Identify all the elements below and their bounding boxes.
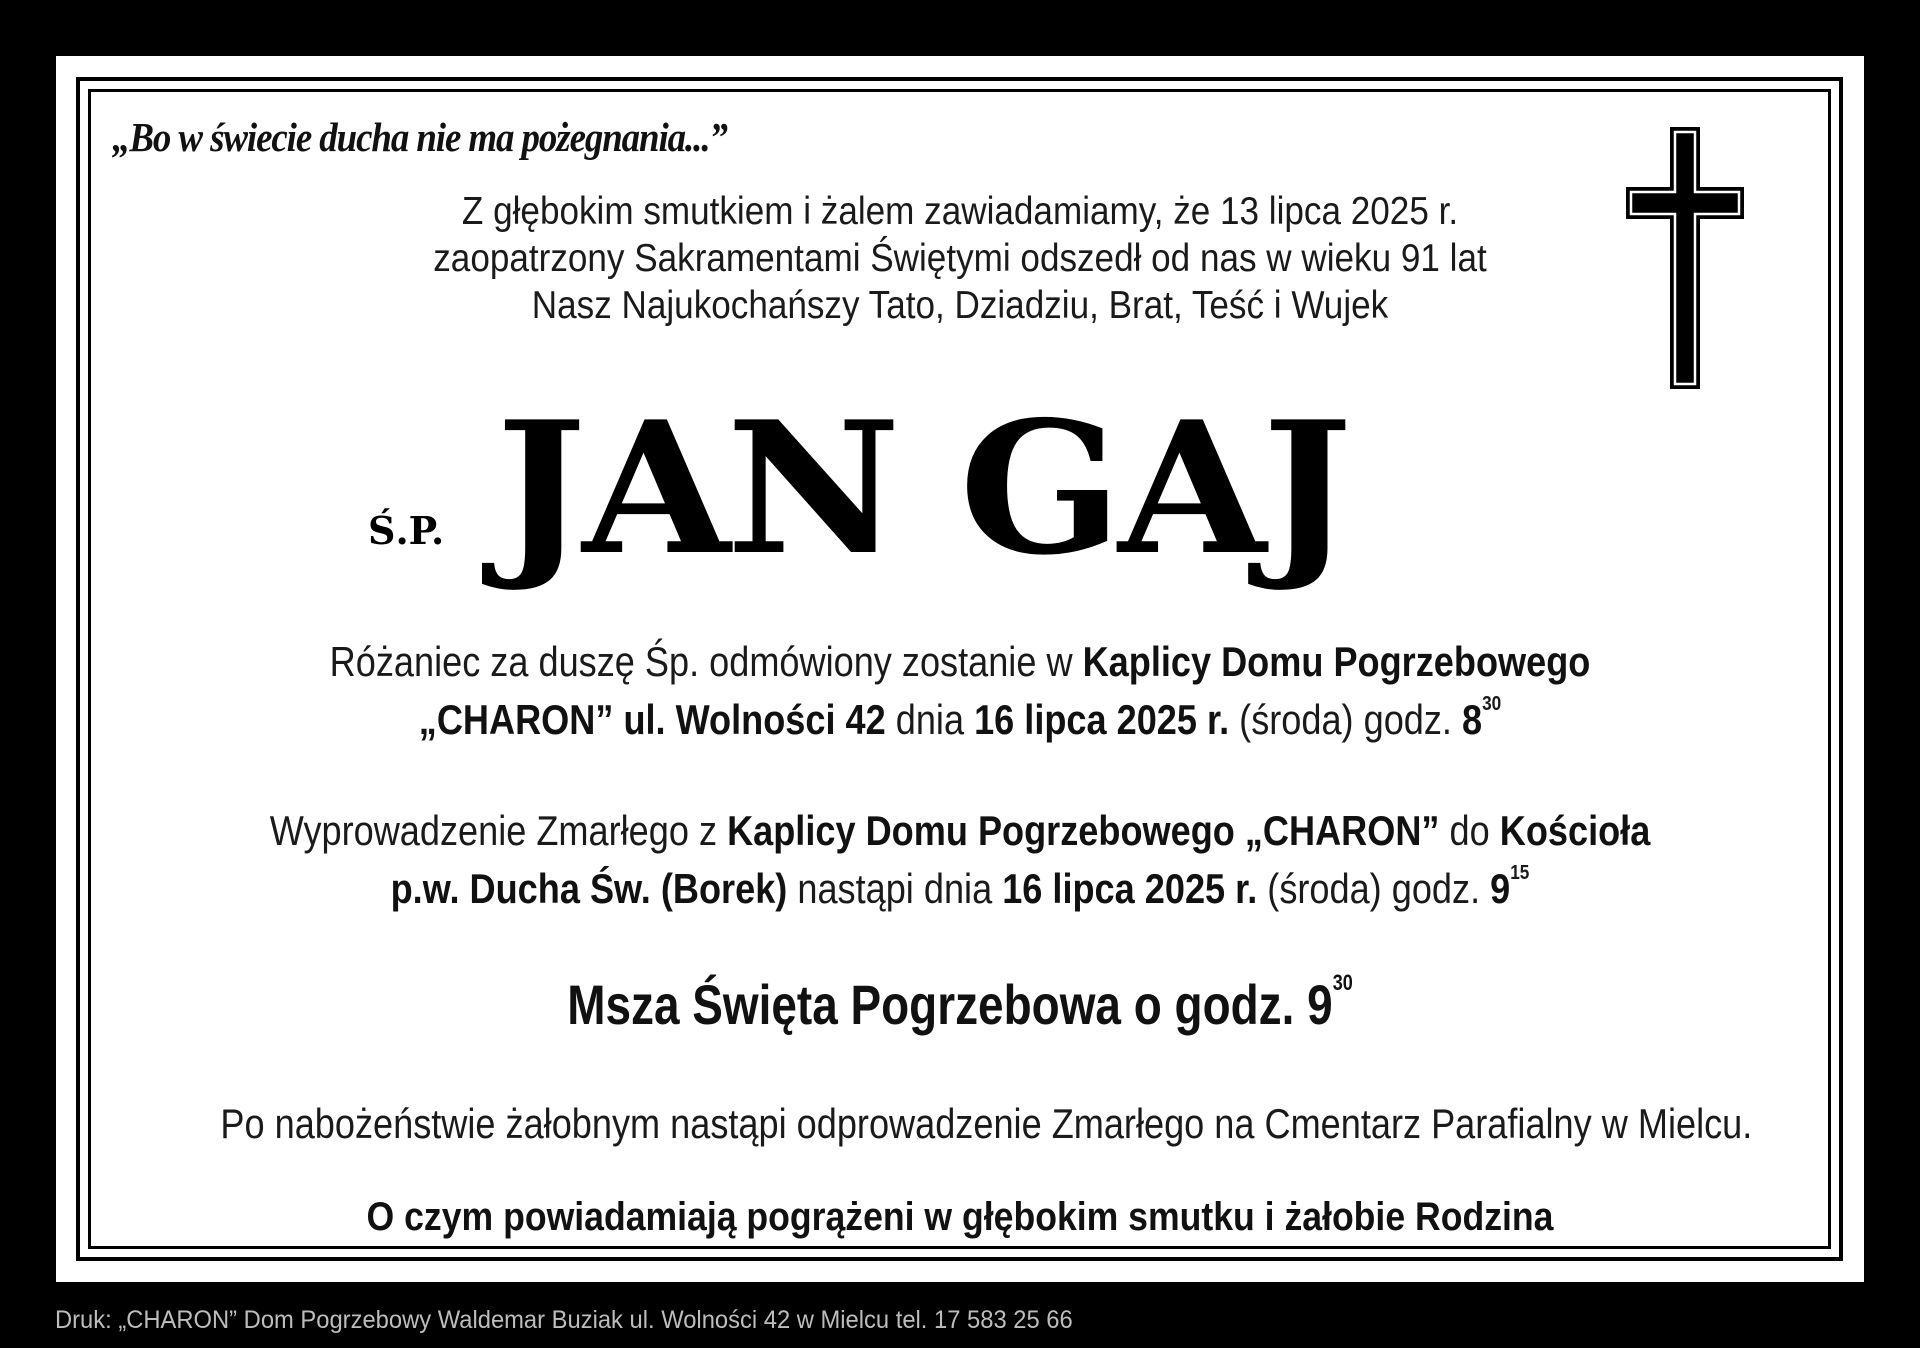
procession-church: Kościoła [1499, 807, 1651, 854]
deceased-name-block [360, 381, 1460, 595]
announcement-line-2: zaopatrzony Sakramentami Świętymi odszedł od nas w wieku 91 lat [433, 237, 1487, 280]
rosary-date: 16 lipca 2025 r. [974, 696, 1230, 743]
procession-date: 16 lipca 2025 r. [1002, 865, 1258, 912]
announcement-line-1: Z głębokim smutkiem i żalem zawiadamiamy, że 13 lipca 2025 r. [461, 190, 1459, 233]
rosary-hour: 8 [1462, 696, 1483, 743]
family-text: O czym powiadamiają pogrążeni w głębokim smutku i żałobie Rodzina [366, 1195, 1554, 1239]
procession-hour: 9 [1490, 865, 1511, 912]
rosary-text: Różaniec za duszę Śp. odmówiony zostanie w [329, 638, 1083, 685]
rosary-address: „CHARON” ul. Wolności 42 [418, 696, 886, 743]
motto: „Bo w świecie ducha nie ma pożegnania...” [112, 114, 727, 160]
procession-minutes: 15 [1510, 862, 1530, 884]
printer-footer: Druk: „CHARON” Dom Pogrzebowy Waldemar Buziak ul. Wolności 42 w Mielcu tel. 17 583 25 66 [55, 1306, 1073, 1334]
procession-day: (środa) godz. [1257, 865, 1491, 912]
procession-parish: p.w. Ducha Św. (Borek) [390, 865, 788, 912]
name-prefix: Ś.P. [368, 508, 445, 553]
mass-text: Msza Święta Pogrzebowa o godz. [567, 973, 1308, 1036]
announcement-line-3: Nasz Najukochańszy Tato, Dziadziu, Brat, Teść i Wujek [531, 284, 1389, 327]
rosary-minutes: 30 [1482, 693, 1502, 715]
mass-minutes: 30 [1332, 970, 1353, 995]
deceased-name: JAN GAJ [496, 381, 1349, 595]
burial-info [100, 1096, 1820, 1152]
burial-text: Po nabożeństwie żałobnym nastąpi odprowadzenie Zmarłego na Cmentarz Parafialny w Mielcu. [220, 1100, 1753, 1147]
procession-to-label: do [1439, 807, 1500, 854]
rosary-date-label: dnia [885, 696, 975, 743]
procession-text: Wyprowadzenie Zmarłego z [269, 807, 728, 854]
rosary-place: Kaplicy Domu Pogrzebowego [1082, 638, 1591, 685]
mass-info [100, 970, 1820, 1040]
procession-info [100, 802, 1820, 918]
procession-from: Kaplicy Domu Pogrzebowego „CHARON” [727, 807, 1440, 854]
family-note [100, 1190, 1820, 1244]
mass-hour: 9 [1307, 973, 1333, 1036]
announcement [100, 188, 1820, 329]
procession-date-label: nastąpi dnia [787, 865, 1003, 912]
rosary-day: (środa) godz. [1229, 696, 1463, 743]
rosary-info [100, 633, 1820, 749]
